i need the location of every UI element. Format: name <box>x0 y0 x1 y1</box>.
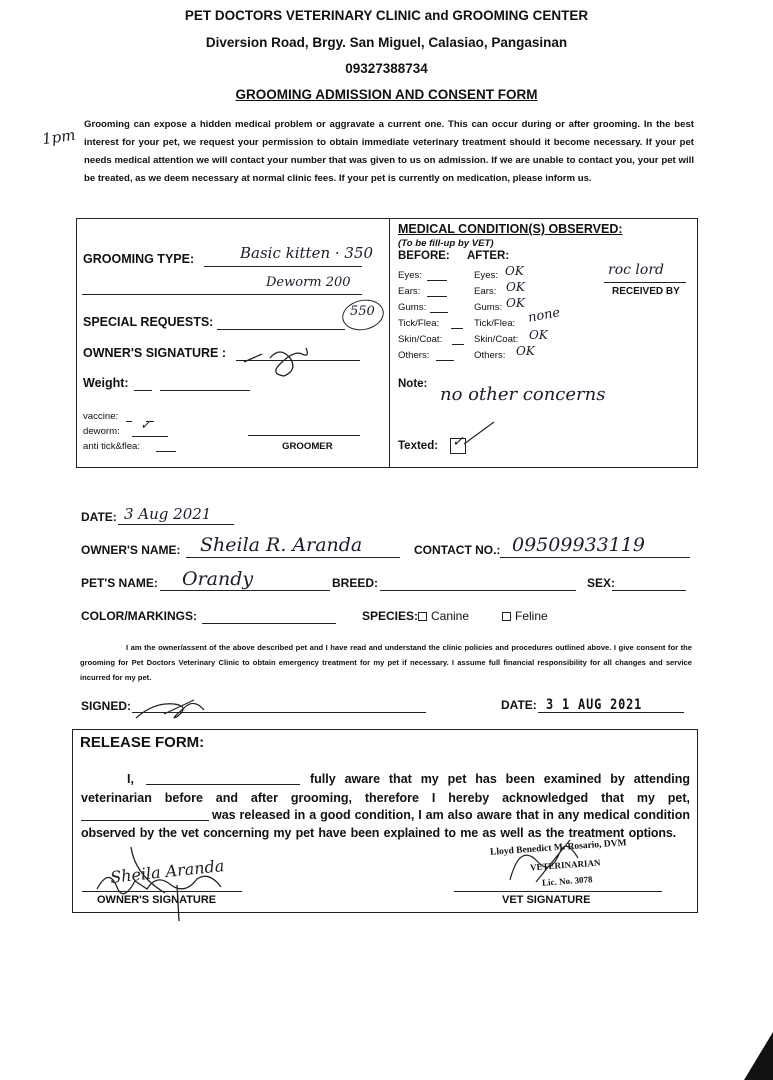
before-ears-line[interactable] <box>427 296 447 297</box>
pet-name-line[interactable] <box>160 590 330 591</box>
special-requests-line[interactable] <box>217 329 345 330</box>
signed-label: SIGNED: <box>81 699 132 713</box>
texted-check: ✓ <box>452 434 464 450</box>
vet-signature-scribble <box>500 832 600 892</box>
anti-tick-label: anti tick&flea: <box>83 441 141 452</box>
canine-checkbox[interactable] <box>418 612 427 621</box>
medical-subtitle: (To be fill-up by VET) <box>398 238 494 249</box>
contact-line[interactable] <box>500 557 690 558</box>
breed-label: BREED: <box>332 576 379 590</box>
release-i-label: I, <box>127 772 134 786</box>
contact-value: 09509933119 <box>512 534 645 556</box>
color-label: COLOR/MARKINGS: <box>81 609 197 623</box>
after-ears-value: OK <box>506 280 525 294</box>
release-line-4: observed by the vet concerning my pet have been explained to me as well as the treatment options. <box>81 826 676 840</box>
before-eyes-label: Eyes: <box>398 270 422 281</box>
after-others-value: OK <box>516 344 535 358</box>
vet-signature-line[interactable] <box>454 891 662 892</box>
release-pet-line[interactable] <box>81 820 209 821</box>
release-line-3: was released in a good condition, I am also aware that in any medical condition <box>212 808 690 822</box>
groomer-line[interactable] <box>248 435 360 436</box>
texted-label: Texted: <box>398 440 439 452</box>
clinic-name: PET DOCTORS VETERINARY CLINIC and GROOMING CENTER <box>184 8 589 23</box>
owner-name-label: OWNER'S NAME: <box>81 543 181 557</box>
vaccine-line-a[interactable] <box>126 421 132 422</box>
date-label: DATE: <box>81 510 117 524</box>
vaccine-label: vaccine: <box>83 411 119 422</box>
after-gums-label: Gums: <box>474 302 503 313</box>
before-tick-line[interactable] <box>451 328 463 329</box>
before-tick-label: Tick/Flea: <box>398 318 440 329</box>
species-feline-option[interactable] <box>502 609 548 623</box>
species-canine-option[interactable] <box>418 609 469 623</box>
before-others-line[interactable] <box>436 360 454 361</box>
feline-label: Feline <box>515 609 548 623</box>
grooming-total: 550 <box>350 304 375 319</box>
date-line[interactable] <box>118 524 234 525</box>
grooming-line-2 <box>82 294 362 295</box>
sex-label: SEX: <box>587 576 616 590</box>
groomer-label: GROOMER <box>282 441 333 452</box>
feline-checkbox[interactable] <box>502 612 511 621</box>
after-label: AFTER: <box>467 250 510 262</box>
special-requests-label: SPECIAL REQUESTS: <box>83 315 214 329</box>
before-gums-label: Gums: <box>398 302 427 313</box>
after-others-label: Others: <box>474 350 506 361</box>
after-eyes-value: OK <box>505 264 524 278</box>
before-skin-line[interactable] <box>452 344 464 345</box>
form-title: GROOMING ADMISSION AND CONSENT FORM <box>235 87 538 102</box>
after-gums-value: OK <box>506 296 525 310</box>
margin-note: 1pm <box>40 125 77 149</box>
vet-stamp-license: Lic. No. 3078 <box>541 874 593 888</box>
before-eyes-line[interactable] <box>427 280 447 281</box>
after-skin-label: Skin/Coat: <box>474 334 519 345</box>
before-skin-label: Skin/Coat: <box>398 334 443 345</box>
grooming-type-value[interactable]: Basic kitten · 350 <box>240 244 374 262</box>
signed-scribble <box>134 692 214 726</box>
consent-paragraph: I am the owner/assent of the above described pet and I have read and understand the clinic policies and procedures outlined above. I give consent for the grooming for Pet Doctors Veterinary Clinic to obtain emergency treatment for my pet if necessary. I assume full financial responsibility for all changes and service incurred for my pet. <box>80 643 692 682</box>
before-ears-label: Ears: <box>398 286 421 297</box>
color-line[interactable] <box>202 623 336 624</box>
release-owner-signature-label: OWNER'S SIGNATURE <box>97 894 217 906</box>
deworm-check: ✓ <box>140 418 151 433</box>
owner-signature-scribble <box>240 340 320 380</box>
deworm-label: deworm: <box>83 426 120 437</box>
before-others-label: Others: <box>398 350 430 361</box>
pet-name-value: Orandy <box>182 568 254 590</box>
after-tick-value: none <box>526 305 562 326</box>
note-value[interactable]: no other concerns <box>440 384 606 405</box>
breed-line[interactable] <box>380 590 576 591</box>
vet-stamp-title: VETERINARIAN <box>529 857 601 873</box>
deworm-line[interactable] <box>132 436 168 437</box>
signed-date-label: DATE: <box>501 698 537 712</box>
clinic-address: Diversion Road, Brgy. San Miguel, Calasiao, Pangasinan <box>205 35 568 50</box>
anti-tick-line[interactable] <box>156 451 176 452</box>
signed-date-stamp: 3 1 AUG 2021 <box>546 697 643 713</box>
note-label: Note: <box>398 378 428 390</box>
release-name-line[interactable] <box>146 784 300 785</box>
page-corner-shadow <box>744 1032 773 1080</box>
owner-name-line[interactable] <box>186 557 400 558</box>
canine-label: Canine <box>431 609 470 623</box>
received-by-label: RECEIVED BY <box>612 286 680 297</box>
release-line-1: fully aware that my pet has been examined by attending <box>310 772 690 786</box>
after-tick-label: Tick/Flea: <box>474 318 516 329</box>
clinic-phone: 09327388734 <box>345 61 428 76</box>
texted-check-stroke <box>462 420 502 450</box>
weight-label: Weight: <box>83 376 129 390</box>
owner-signature-label: OWNER'S SIGNATURE : <box>83 346 227 360</box>
grooming-type-label: GROOMING TYPE: <box>83 252 195 266</box>
release-owner-signature-value: Sheila Aranda <box>109 856 226 887</box>
weight-line-a[interactable] <box>134 390 152 391</box>
owner-name-value: Sheila R. Aranda <box>200 534 363 556</box>
box-divider <box>389 218 390 467</box>
medical-title: MEDICAL CONDITION(S) OBSERVED: <box>398 222 623 236</box>
after-ears-label: Ears: <box>474 286 497 297</box>
received-by-value: roc lord <box>608 262 664 278</box>
release-line-2: veterinarian before and after grooming, therefore I hereby acknowledged that my pet, <box>81 791 690 805</box>
weight-line-b[interactable] <box>160 390 250 391</box>
date-value: 3 Aug 2021 <box>124 505 212 523</box>
vet-stamp-name: Lloyd Benedict M. Rosario, DVM <box>489 838 627 858</box>
vet-signature-label: VET SIGNATURE <box>502 894 591 906</box>
release-title: RELEASE FORM: <box>80 734 205 751</box>
intro-paragraph: Grooming can expose a hidden medical problem or aggravate a current one. This can occur during or after grooming. In the best interest for your pet, we request your permission to obtain immediate veterinary treatment should it become necessary. If your pet needs medical attention we will contact your number that was given to us on admission. If we are unable to contact you, your pet will be treated, as we deem necessary at normal clinic fees. If your pet is currently on medication, please inform us. <box>84 119 694 184</box>
release-owner-signature-line[interactable] <box>82 891 242 892</box>
contact-label: CONTACT NO.: <box>414 543 501 557</box>
before-gums-line[interactable] <box>430 312 448 313</box>
before-label: BEFORE: <box>398 250 450 262</box>
sex-line[interactable] <box>612 590 686 591</box>
after-skin-value: OK <box>529 328 548 342</box>
received-by-line[interactable] <box>604 282 686 283</box>
grooming-type-line <box>204 266 362 267</box>
after-eyes-label: Eyes: <box>474 270 498 281</box>
species-label: SPECIES: <box>362 609 419 623</box>
grooming-line-2-value[interactable]: Deworm 200 <box>266 275 351 290</box>
pet-name-label: PET'S NAME: <box>81 576 158 590</box>
